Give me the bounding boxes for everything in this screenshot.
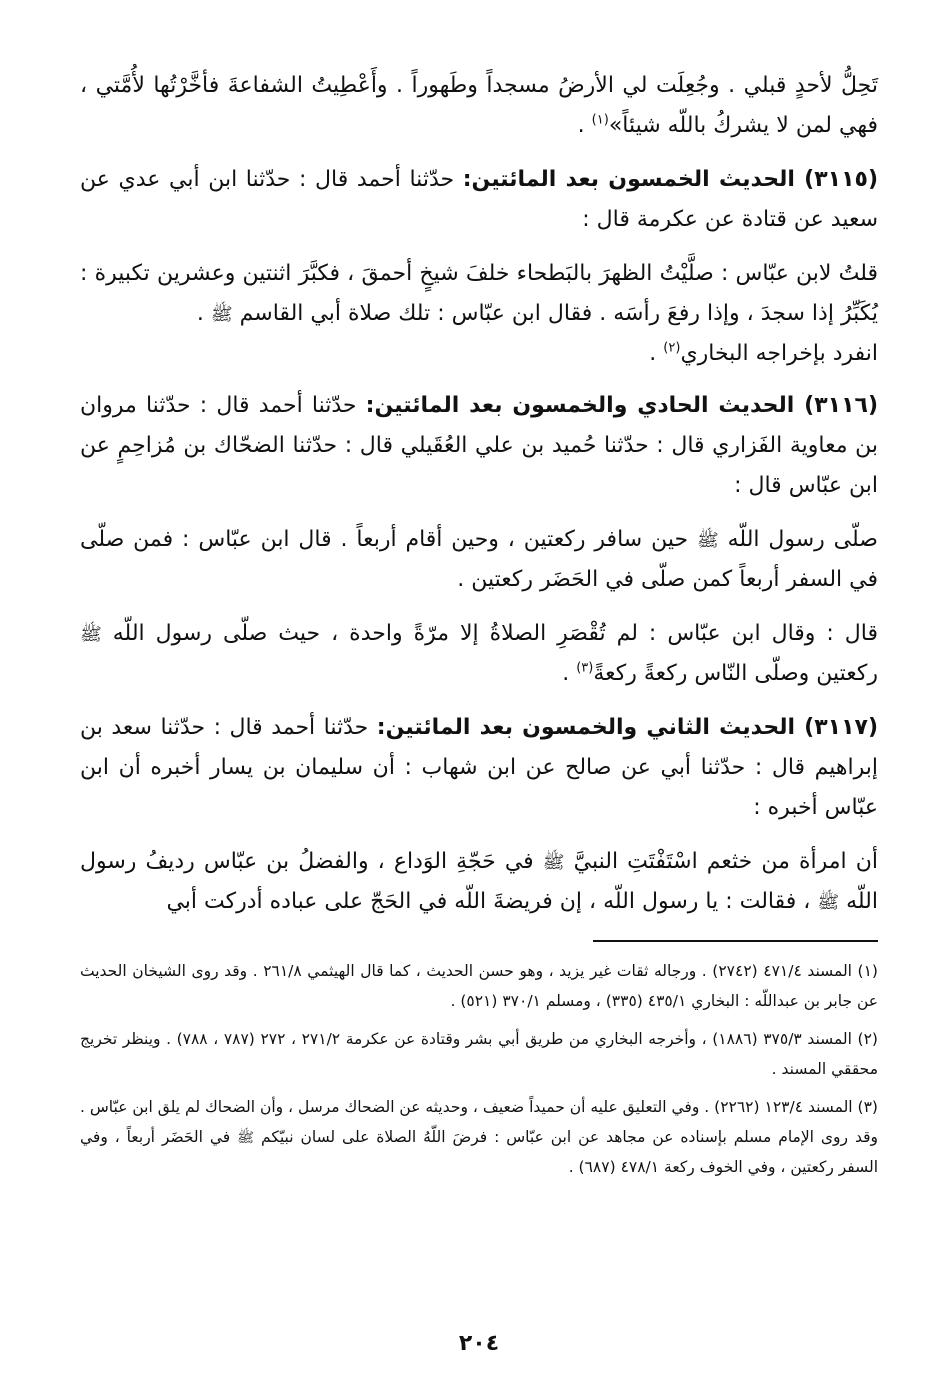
hadith-3117-matn-2: في حَجّةِ الوَداع ، والفضلُ بن عبّاس رديفُ رسول اللّه (80, 849, 878, 914)
period: . (577, 113, 592, 138)
footnote-3-text-a: (٣) المسند ١٢٣/٤ (٢٢٦٢) . وفي التعليق عليه أن حميداً ضعيف ، وحديثه عن الضحاك مرسل ، وأن الضحاك لم يلق ابن عبّاس . وقد روى الإمام مسلم بإسناده عن مجاهد عن ابن عبّاس : فرضَ اللّهُ الصلاة على لسان نبيّكم (80, 1098, 878, 1146)
hadith-3115-heading (80, 160, 878, 240)
footnote-ref-2: (٢) (663, 340, 681, 356)
hadith-3115-note: انفرد بإخراجه البخاري (680, 341, 878, 366)
footnote-ref-1: (١) (591, 112, 609, 128)
hadith-3116-isnad: حدّثنا أحمد قال : حدّثنا مروان بن معاوية الفَزاري قال : حدّثنا حُميد بن علي العُقَيلي قال : حدّثنا الضحّاك بن مُزاحِمٍ عن ابن عبّاس قال : (80, 393, 878, 498)
main-text (80, 66, 878, 922)
book-page (80, 66, 878, 1356)
period: . (649, 341, 664, 366)
hadith-3117-isnad: حدّثنا أحمد قال : حدّثنا سعد بن إبراهيم قال : حدّثنا أبي عن صالح عن ابن شهاب : أن سليمان بن يسار أخبره أن ابن عبّاس أخبره : (80, 715, 878, 820)
hadith-3115-body (80, 254, 878, 374)
hadith-3115-isnad: حدّثنا أحمد قال : حدّثنا ابن أبي عدي عن سعيد عن قتادة عن عكرمة قال : (80, 167, 878, 232)
salawat-seal-icon: ﷺ (237, 1130, 255, 1146)
footnote-1: (١) المسند ٤٧١/٤ (٢٧٤٢) . ورجاله ثقات غير يزيد ، وهو حسن الحديث ، كما قال الهيثمي ٢٦١/٨ . وقد روى الشيخان الحديث عن جابر بن عبداللّه : البخاري ٤٣٥/١ (٣٣٥) ، ومسلم ٣٧٠/١ (٥٢١) . (80, 962, 878, 1010)
hadith-3117-matn-3: ، فقالت : يا رسول اللّه ، إن فريضةَ اللّه في الحَجّ على عباده أدركت أبي (166, 889, 818, 914)
hadith-3117-heading (80, 708, 878, 828)
salawat-seal-icon: ﷺ (817, 892, 840, 913)
footnote-2: (٢) المسند ٣٧٥/٣ (١٨٨٦) ، وأخرجه البخاري من طريق أبي بشر وقتادة عن عكرمة ٢٧١/٢ ، ٢٧٢ (٧٨٧ ، ٧٨٨) . وينظر تخريج محققي المسند . (80, 1030, 878, 1078)
hadith-3115-title: (٣١١٥) الحديث الخمسون بعد المائتين: (462, 167, 878, 192)
period: . (562, 661, 577, 686)
hadith-3117-body (80, 842, 878, 922)
salawat-seal-icon: ﷺ (80, 624, 102, 645)
hadith-3116-title: (٣١١٦) الحديث الحادي والخمسون بعد المائتين: (365, 393, 879, 418)
hadith-3116-matn-a1: صلّى رسول اللّه (727, 527, 878, 552)
salawat-seal-icon: ﷺ (696, 530, 719, 551)
paragraph-continuation (80, 66, 878, 146)
hadith-3116-body-b (80, 614, 878, 694)
hadith-3116-matn-b2: ركعتين وصلّى النّاس ركعةً ركعةً (593, 661, 878, 686)
hadith-3116-body-a (80, 520, 878, 600)
page-number: ٢٠٤ (458, 1331, 500, 1356)
hadith-3117-title: (٣١١٧) الحديث الثاني والخمسون بعد المائتين: (376, 715, 878, 740)
period: . (196, 301, 211, 326)
hadith-3115-matn: قلتُ لابن عبّاس : صلَّيْتُ الظهرَ بالبَطحاء خلفَ شيخٍ أحمقَ ، فكبَّرَ اثنتين وعشرين تكبيرة : يُكَبِّرُ إذا سجدَ ، وإذا رفعَ رأسَه . فقال ابن عبّاس : تلك صلاة أبي القاسم (80, 261, 878, 326)
footnote-divider (593, 940, 878, 942)
hadith-3117-matn-1: أن امرأة من خثعم اسْتَفْتَتِ النبيَّ (573, 849, 879, 874)
footnote-ref-3: (٣) (576, 660, 594, 676)
footnote-3 (80, 1092, 878, 1182)
hadith-3116-heading (80, 386, 878, 506)
continuation-text: تَحِلُّ لأحدٍ قبلي . وجُعِلَت لي الأرضُ مسجداً وطَهوراً . وأَعْطِيتُ الشفاعةَ فأخَّرْتُها لأُمَّتي ، فهي لمن لا يشركُ باللّه شيئاً» (80, 73, 878, 138)
salawat-seal-icon: ﷺ (542, 852, 565, 873)
hadith-3116-matn-a2: حين سافر ركعتين ، وحين أقام أربعاً . قال ابن عبّاس : فمن صلّى في السفر أربعاً كمن صلّى في الحَضَر ركعتين . (80, 527, 878, 592)
hadith-3116-matn-b1: قال : وقال ابن عبّاس : لم تُقْصَرِ الصلاةُ إلا مرّةً واحدة ، حيث صلّى رسول اللّه (112, 621, 878, 646)
footnote-3-text-b: في الحَضَر أربعاً ، وفي السفر ركعتين ، وفي الخوف ركعة ٤٧٨/١ (٦٨٧) . (80, 1128, 878, 1176)
salawat-seal-icon: ﷺ (210, 304, 233, 325)
footnotes (80, 956, 878, 1182)
